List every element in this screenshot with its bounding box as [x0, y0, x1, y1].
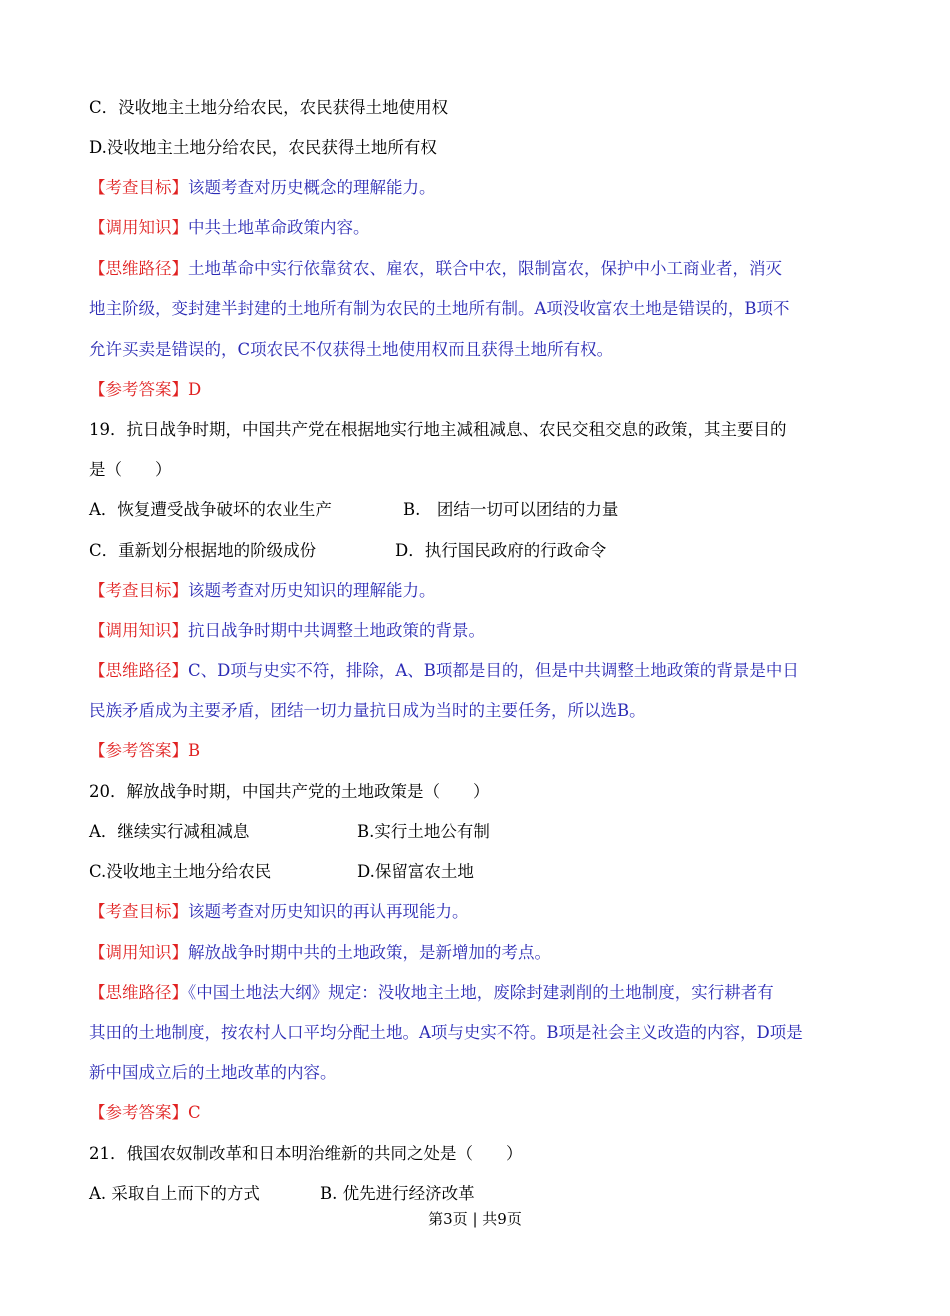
q19-answer	[89, 739, 200, 763]
q20-option-b: B.实行土地公有制	[357, 822, 490, 841]
q18-option-c: C．没收地主土地分给农民，农民获得土地使用权	[89, 98, 449, 117]
q18-path-line2: 地主阶级，变封建半封建的土地所有制为农民的土地所有制。A项没收富农土地是错误的，B项不	[89, 299, 790, 318]
knowledge-tag: 【调用知识】	[89, 218, 188, 237]
q20-option-d: D.保留富农土地	[357, 862, 474, 881]
q20-options-ab	[89, 820, 490, 844]
q19-stem-line1: 19．抗日战争时期，中国共产党在根据地实行地主减租减息、农民交租交息的政策，其主要目的	[89, 420, 787, 439]
q21-option-b: B. 优先进行经济改革	[320, 1184, 475, 1203]
answer-value: C	[188, 1103, 201, 1122]
target-text: 该题考查对历史知识的理解能力。	[188, 581, 436, 600]
knowledge-text: 中共土地革命政策内容。	[188, 218, 370, 237]
q18-target	[89, 176, 436, 200]
q19-options-cd	[89, 539, 607, 563]
target-tag: 【考查目标】	[89, 902, 188, 921]
q19-option-c: C．重新划分根据地的阶级成份	[89, 541, 317, 560]
q21-options-ab	[89, 1182, 475, 1206]
path-text: C、D项与史实不符，排除，A、B项都是目的，但是中共调整土地政策的背景是中日	[188, 661, 799, 680]
page-footer: 第3页 | 共9页	[428, 1210, 522, 1228]
path-tag: 【思维路径】	[89, 983, 188, 1002]
q18-option-d: D.没收地主土地分给农民，农民获得土地所有权	[89, 138, 437, 157]
answer-tag: 【参考答案】	[89, 1103, 188, 1122]
q19-knowledge	[89, 619, 485, 643]
path-tag: 【思维路径】	[89, 259, 188, 278]
q19-option-a: A．恢复遭受战争破坏的农业生产	[89, 500, 332, 519]
answer-value: D	[188, 380, 202, 399]
knowledge-text: 抗日战争时期中共调整土地政策的背景。	[188, 621, 485, 640]
answer-tag: 【参考答案】	[89, 380, 188, 399]
path-tag: 【思维路径】	[89, 661, 188, 680]
q19-path-line2: 民族矛盾成为主要矛盾，团结一切力量抗日成为当时的主要任务，所以选B。	[89, 701, 646, 720]
target-text: 该题考查对历史概念的理解能力。	[188, 178, 436, 197]
knowledge-text: 解放战争时期中共的土地政策，是新增加的考点。	[188, 943, 551, 962]
q20-path-line3: 新中国成立后的土地改革的内容。	[89, 1063, 337, 1082]
target-tag: 【考查目标】	[89, 581, 188, 600]
target-text: 该题考查对历史知识的再认再现能力。	[188, 902, 469, 921]
path-text: 土地革命中实行依靠贫农、雇农，联合中农，限制富农，保护中小工商业者，消灭	[188, 259, 782, 278]
path-text: 《中国土地法大纲》规定：没收地主土地，废除封建剥削的土地制度，实行耕者有	[188, 983, 774, 1002]
answer-value: B	[188, 741, 201, 760]
q21-option-a: A. 采取自上而下的方式	[89, 1184, 260, 1203]
q18-knowledge	[89, 216, 370, 240]
q18-path-line3: 允许买卖是错误的，C项农民不仅获得土地使用权而且获得土地所有权。	[89, 340, 614, 359]
knowledge-tag: 【调用知识】	[89, 621, 188, 640]
q20-knowledge	[89, 941, 551, 965]
q18-answer	[89, 378, 201, 402]
q20-path-line1	[89, 981, 774, 1005]
q20-path-line2: 其田的土地制度，按农村人口平均分配土地。A项与史实不符。B项是社会主义改造的内容，D项是	[89, 1023, 803, 1042]
q20-options-cd	[89, 860, 474, 884]
knowledge-tag: 【调用知识】	[89, 943, 188, 962]
q19-option-b: B. 团结一切可以团结的力量	[403, 500, 619, 519]
target-tag: 【考查目标】	[89, 178, 188, 197]
q18-path-line1	[89, 257, 782, 281]
q21-stem: 21．俄国农奴制改革和日本明治维新的共同之处是（ ）	[89, 1144, 523, 1163]
q20-option-a: A．继续实行减租减息	[89, 822, 250, 841]
q19-stem-line2: 是（ ）	[89, 460, 172, 479]
answer-tag: 【参考答案】	[89, 741, 188, 760]
q19-options-ab	[89, 498, 619, 522]
q19-path-line1	[89, 659, 799, 683]
q20-answer	[89, 1101, 201, 1125]
q20-stem: 20．解放战争时期，中国共产党的土地政策是（ ）	[89, 782, 490, 801]
q20-option-c: C.没收地主土地分给农民	[89, 862, 272, 881]
q20-target	[89, 900, 469, 924]
q19-option-d: D．执行国民政府的行政命令	[395, 541, 607, 560]
q19-target	[89, 579, 436, 603]
